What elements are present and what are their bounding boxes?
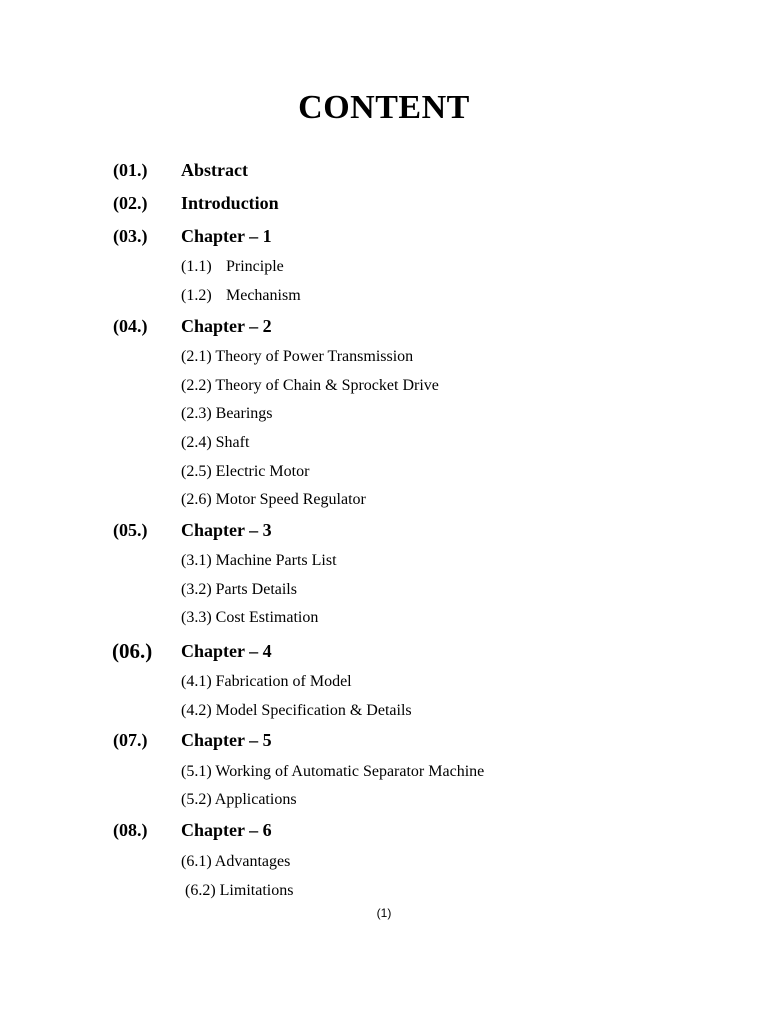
toc-subsection xyxy=(181,673,352,691)
section-label: Chapter – 6 xyxy=(181,820,272,840)
subsection-text: Theory of Power Transmission xyxy=(215,348,414,365)
toc-subsection xyxy=(181,377,439,395)
section-number: (07.) xyxy=(113,730,148,750)
subsection-text: Motor Speed Regulator xyxy=(215,491,366,508)
section-label: Chapter – 2 xyxy=(181,316,272,336)
subsection-text: Fabrication of Model xyxy=(215,673,352,690)
section-label: Introduction xyxy=(181,193,279,213)
subsection-text: Limitations xyxy=(219,882,294,899)
toc-subsection xyxy=(181,405,273,423)
toc-subsection xyxy=(181,463,309,481)
section-number: (01.) xyxy=(113,160,148,180)
subsection-number: (2.3) xyxy=(181,405,212,422)
subsection-text: Advantages xyxy=(214,853,291,870)
subsection-number: (2.4) xyxy=(181,434,212,451)
section-number: (04.) xyxy=(113,316,148,336)
toc-subsection xyxy=(185,882,293,900)
subsection-number: (5.2) xyxy=(181,791,212,808)
subsection-text: Mechanism xyxy=(226,287,301,304)
subsection-number: (1.2) xyxy=(181,287,212,304)
subsection-number: (4.2) xyxy=(181,702,212,719)
subsection-number: (2.1) xyxy=(181,348,212,365)
section-label: Chapter – 4 xyxy=(181,641,272,661)
section-number: (02.) xyxy=(113,193,148,213)
toc-subsection xyxy=(181,258,284,276)
toc-subsection xyxy=(181,491,366,509)
page-title: CONTENT xyxy=(298,89,470,126)
subsection-number: (5.1) xyxy=(181,763,212,780)
subsection-text: Bearings xyxy=(215,405,273,422)
subsection-text: Applications xyxy=(214,791,297,808)
section-number: (05.) xyxy=(113,520,148,540)
subsection-text: Shaft xyxy=(215,434,250,451)
subsection-number: (3.1) xyxy=(181,552,212,569)
subsection-text: Principle xyxy=(226,258,284,275)
subsection-text: Electric Motor xyxy=(215,463,310,480)
section-label: Chapter – 1 xyxy=(181,226,272,246)
subsection-number: (4.1) xyxy=(181,673,212,690)
section-number: (08.) xyxy=(113,820,148,840)
subsection-number: (6.2) xyxy=(185,882,216,899)
toc-subsection xyxy=(181,434,249,452)
section-label: Abstract xyxy=(181,160,248,180)
subsection-text: Parts Details xyxy=(215,581,297,598)
subsection-number: (1.1) xyxy=(181,258,212,275)
section-label: Chapter – 3 xyxy=(181,520,272,540)
subsection-text: Model Specification & Details xyxy=(215,702,412,719)
toc-subsection xyxy=(181,609,318,627)
page-number: (1) xyxy=(376,906,392,920)
toc-subsection xyxy=(181,791,297,809)
section-label: Chapter – 5 xyxy=(181,730,272,750)
toc-subsection xyxy=(181,287,301,305)
subsection-text: Machine Parts List xyxy=(215,552,337,569)
subsection-number: (2.6) xyxy=(181,491,212,508)
subsection-number: (2.5) xyxy=(181,463,212,480)
subsection-text: Cost Estimation xyxy=(215,609,319,626)
subsection-text: Theory of Chain & Sprocket Drive xyxy=(215,377,439,394)
subsection-number: (2.2) xyxy=(181,377,212,394)
toc-subsection xyxy=(181,853,290,871)
toc-subsection xyxy=(181,348,413,366)
section-number: (06.) xyxy=(112,639,153,663)
toc-subsection xyxy=(181,581,297,599)
section-number: (03.) xyxy=(113,226,148,246)
subsection-number: (3.2) xyxy=(181,581,212,598)
toc-subsection xyxy=(181,702,412,720)
subsection-number: (3.3) xyxy=(181,609,212,626)
toc-subsection xyxy=(181,763,484,781)
subsection-number: (6.1) xyxy=(181,853,212,870)
subsection-text: Working of Automatic Separator Machine xyxy=(215,763,485,780)
toc-subsection xyxy=(181,552,337,570)
